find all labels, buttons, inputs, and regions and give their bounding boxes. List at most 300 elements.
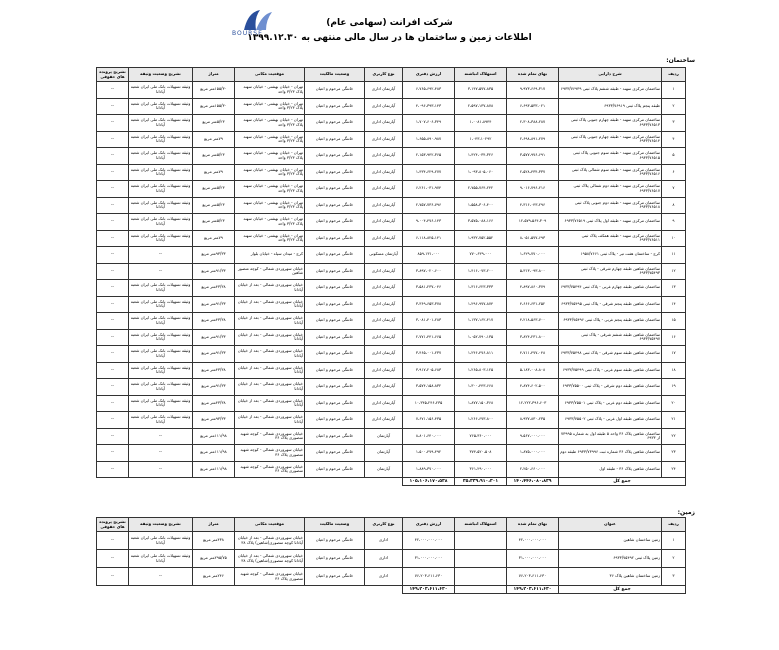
asset-description: طبقه پنجم پلاک ثبتی ۶۹۳۳/۷۶۹۱۹	[559, 98, 662, 115]
land-header-row	[97, 518, 686, 532]
report-subtitle: اطلاعات زمین و ساختمان ها در سال مالی منتهی به ۱۳۹۹.۱۲.۳۰	[247, 33, 532, 43]
asset-description: ساختمان مرکزی سهند - طبقه دوم شمالی پلاک ثبتی ۶۹۳۳/۷۶۵۱۷	[559, 181, 662, 198]
table-row	[97, 313, 686, 330]
col-header: تشریح پرونده های حقوقی	[97, 518, 129, 532]
location: تهران - خیابان بهشتی - خیابان سهند پلاک ۳/۲۳ واحد	[235, 115, 305, 132]
asset-description: ساختمان مرکزی سهند - طبقه ششم پلاک ثبتی ۶۹۳۳/۷۶۹۳۹	[559, 82, 662, 99]
book-value: ۱،۸۸۹،۳۷۰،۰۰۰	[403, 461, 455, 478]
total-label: جمع کل	[559, 586, 686, 594]
book-value: ۲،۷۷۱،۴۴۱،۶۶۵	[403, 329, 455, 346]
collateral-status: وثیقه تسهیلات بانک ملی ایران شعبه آپادانا	[129, 164, 193, 181]
location: کرج - میدان سپاه - خیابان بلوار	[235, 247, 305, 264]
asset-description: ساختمان شاهین طبقه ششم شرقی - پلاک ثبتی ۶۹۳۳/۷۵۴۹۷	[559, 329, 662, 346]
col-header: عنوان	[559, 518, 662, 532]
col-header: وضعیت مالکیت	[305, 68, 365, 82]
cost-value: ۸،۹۳۷،۸۳۰،۲۳۵	[507, 412, 559, 429]
location: خیابان سهروردی شمالی - بعد از خیابان آپادانا	[235, 280, 305, 297]
area: ۵/۲۳متر مربع	[193, 115, 235, 132]
collateral-status: وثیقه تسهیلات بانک ملی ایران شعبه آپادانا	[129, 131, 193, 148]
usage-type: آپارتمان اداری	[365, 296, 403, 313]
usage-type: آپارتمان اداری	[365, 197, 403, 214]
area: ۹۱/۳۳متر مربع	[193, 296, 235, 313]
table-row	[97, 550, 686, 568]
ownership-status: خانتگی مرحوم و اعیان	[305, 412, 365, 429]
area: ۱۱۱/۹۸متر مربع	[193, 461, 235, 478]
row-number: ۴	[662, 131, 686, 148]
location: خیابان سهروردی شمالی - بعد از خیابان آپادانا	[235, 362, 305, 379]
row-number: ۲۳	[662, 445, 686, 462]
usage-type: آپارتمان اداری	[365, 379, 403, 396]
table-row	[97, 197, 686, 214]
row-number: ۱	[662, 82, 686, 99]
location: خیابان سهروردی شمالی - بعد از خیابان آپادانا کوچه منصوری(شاهین) پلاک ۳۸	[235, 532, 305, 550]
depreciation-value: ۳،۱۴۷،۵۷۷،۸۳۵	[455, 82, 507, 99]
cost-value: ۴،۸۹۷،۸۶۰،۳۷۹	[507, 280, 559, 297]
collateral-status: وثیقه تسهیلات بانک ملی ایران شعبه آپادانا	[129, 532, 193, 550]
buildings-header-row	[97, 68, 686, 82]
table-row	[97, 362, 686, 379]
usage-type: آپارتمان اداری	[365, 148, 403, 165]
row-number: ۱۹	[662, 379, 686, 396]
cost-value: ۳،۵۷۷،۹۷۶،۶۹۱	[507, 148, 559, 165]
usage-type: آپارتمان اداری	[365, 412, 403, 429]
row-number: ۵	[662, 148, 686, 165]
table-row	[97, 532, 686, 550]
legal-cases: --	[97, 296, 129, 313]
row-number: ۱۴	[662, 296, 686, 313]
book-value: ۳،۸۹۷،۰۲۰،۶۰۰	[403, 263, 455, 280]
usage-type: آپارتمان اداری	[365, 313, 403, 330]
book-value: ۷،۶۷۱،۱۵۶،۴۳۵	[403, 412, 455, 429]
legal-cases: --	[97, 568, 129, 586]
asset-description: ساختمان شاهین پلاک ۳۶ - طبقه اول	[559, 461, 662, 478]
total-depreciation: ۳۵،۳۳۹،۹۱۰،۳۰۱	[455, 478, 507, 486]
cost-value: ۴،۳۱۶،۰۴۳،۲۹۶	[507, 197, 559, 214]
legal-cases: --	[97, 98, 129, 115]
location: خیابان سهروردی شمالی - بعد از خیابان آپادانا	[235, 296, 305, 313]
book-value: ۳،۹۱۷،۲۰۵،۶۸۳	[403, 362, 455, 379]
cost-value: ۹،۰۱۶،۷۹۶،۲۱۶	[507, 181, 559, 198]
area: ۴۳۸متر مربع	[193, 532, 235, 550]
location: خیابان سهروردی شمالی - کوچه شهید منصوری پلاک ۳۶	[235, 445, 305, 462]
table-row	[97, 280, 686, 297]
collateral-status: وثیقه تسهیلات بانک ملی ایران شعبه آپادانا	[129, 98, 193, 115]
table-row	[97, 82, 686, 99]
total-empty	[97, 478, 403, 486]
usage-type: آپارتمان اداری	[365, 214, 403, 231]
total-row	[97, 586, 686, 594]
book-value: ۳،۵۸۱،۲۳۷،۰۴۶	[403, 280, 455, 297]
col-header: بهای تمام شده	[507, 68, 559, 82]
table-row	[97, 379, 686, 396]
ownership-status: خانتگی مرحوم و اعیان	[305, 395, 365, 412]
usage-type: آپارتمان اداری	[365, 131, 403, 148]
cost-value: ۴،۸۷۴،۶۰۲،۵۰۰	[507, 379, 559, 396]
legal-cases: --	[97, 214, 129, 231]
area: ۹۱/۳۳متر مربع	[193, 379, 235, 396]
legal-cases: --	[97, 428, 129, 445]
usage-type: آپارتمان مسکونی	[365, 247, 403, 264]
legal-cases: --	[97, 395, 129, 412]
legal-cases: --	[97, 445, 129, 462]
location: خیابان سهروردی شمالی - بعد از خیابان آپادانا	[235, 395, 305, 412]
book-value: ۳،۵۷۴،۱۵۸،۸۳۲	[403, 379, 455, 396]
asset-description: زمین پلاک ثبتی ۶۹۳۳/۷۵۴۹۲	[559, 550, 662, 568]
cost-value: ۷۶،۲۰۳،۶۱۱،۶۳۰	[507, 568, 559, 586]
usage-type: آپارتمان	[365, 428, 403, 445]
location: تهران - خیابان بهشتی - خیابان سهند پلاک ۳/۲۳ واحد	[235, 82, 305, 99]
asset-description: ساختمان شاهین طبقه چهارم غربی - پلاک ثبتی ۶۹۳۳/۷۵۴۹۴	[559, 280, 662, 297]
depreciation-value: ۱،۲۶۵،۸۰۳،۱۲۵	[455, 362, 507, 379]
cost-value: ۱،۶۲۹،۷۷۰،۰۰۰	[507, 247, 559, 264]
cost-value: ۹،۹۷۳،۶۶۹،۳۱۷	[507, 82, 559, 99]
ownership-status: خانتگی مرحوم و اعیان	[305, 445, 365, 462]
area: ۷۹متر مربع	[193, 164, 235, 181]
row-number: ۲۰	[662, 395, 686, 412]
col-header: تشریح وضعیت وثیقه	[129, 518, 193, 532]
legal-cases: --	[97, 346, 129, 363]
location: خیابان سهروردی شمالی - بعد از خیابان آپادانا کوچه منصوری(شاهین) پلاک ۳۸	[235, 550, 305, 568]
ownership-status: خانتگی مرحوم و اعیان	[305, 148, 365, 165]
ownership-status: خانتگی مرحوم و اعیان	[305, 313, 365, 330]
row-number: ۲	[662, 550, 686, 568]
table-row	[97, 263, 686, 280]
usage-type: آپارتمان اداری	[365, 164, 403, 181]
cost-value: ۲،۲۵۰،۶۶۰،۰۰۰	[507, 461, 559, 478]
table-row	[97, 412, 686, 429]
table-row	[97, 98, 686, 115]
collateral-status: --	[129, 445, 193, 462]
usage-type: آپارتمان اداری	[365, 115, 403, 132]
book-value: ۴،۰۹۶،۳۹۳،۱۴۳	[403, 98, 455, 115]
area: ۹۱/۳۳متر مربع	[193, 346, 235, 363]
legal-cases: --	[97, 247, 129, 264]
book-value: ۴۲،۰۰۰،۰۰۰،۰۰۰	[403, 532, 455, 550]
col-header: بهای تمام شده	[507, 518, 559, 532]
usage-type: آپارتمان	[365, 461, 403, 478]
asset-description: ساختمان شاهین پلاک ۳۶ واحد ۵ طبقه اول به شماره ۷۳۹۹۵ از ۶۹۳۳	[559, 428, 662, 445]
collateral-status: وثیقه تسهیلات بانک ملی ایران شعبه آپادانا	[129, 115, 193, 132]
collateral-status: وثیقه تسهیلات بانک ملی ایران شعبه آپادانا	[129, 412, 193, 429]
row-number: ۳	[662, 115, 686, 132]
depreciation-value: ۱،۲۹۶،۹۷۷،۸۷۴	[455, 296, 507, 313]
table-row	[97, 329, 686, 346]
asset-description: ساختمان شاهین طبقه سوم شرقی - پلاک ثبتی ۶۹۳۳/۷۵۴۹۸	[559, 346, 662, 363]
usage-type: آپارتمان	[365, 445, 403, 462]
book-value: ۶،۲۶۱،۰۳۱،۹۷۴	[403, 181, 455, 198]
location: خیابان سهروردی شمالی - کوچه شهید منصوری پلاک ۳۶	[235, 461, 305, 478]
row-number: ۱۵	[662, 313, 686, 330]
book-value: ۱،۶۵۵،۸۹۰،۹۸۷	[403, 131, 455, 148]
area: ۴۳/۳۸متر مربع	[193, 280, 235, 297]
row-number: ۱۲	[662, 263, 686, 280]
collateral-status: وثیقه تسهیلات بانک ملی ایران شعبه آپادانا	[129, 214, 193, 231]
cost-value: ۱۲،۵۷۹،۵۶۴،۳۰۹	[507, 214, 559, 231]
cost-value: ۲،۶۹۸،۸۹۱،۲۷۹	[507, 131, 559, 148]
asset-description: کرج - ساختمان هفت تیر - پلاک ثبتی ۱۹۵۸/۷۶۶۱	[559, 247, 662, 264]
legal-cases: --	[97, 197, 129, 214]
location: خیابان سهروردی شمالی - بعد از خیابان آپادانا	[235, 412, 305, 429]
row-number: ۶	[662, 164, 686, 181]
usage-type: آپارتمان اداری	[365, 263, 403, 280]
legal-cases: --	[97, 148, 129, 165]
usage-type: آپارتمان اداری	[365, 346, 403, 363]
location: تهران - خیابان بهشتی - خیابان سهند پلاک ۳/۲۳ واحد	[235, 197, 305, 214]
col-header: موقعیت مکانی	[235, 518, 305, 532]
asset-description: ساختمان مرکزی سهند - طبقه دوم جنوبی پلاک ثبتی ۶۹۳۳/۷۶۵۱۸	[559, 197, 662, 214]
book-value: ۶،۷۶۵،۶۹۲،۴۸۳	[403, 82, 455, 99]
collateral-status: وثیقه تسهیلات بانک ملی ایران شعبه آپادانا	[129, 148, 193, 165]
area: ۱۱۱/۹۸متر مربع	[193, 428, 235, 445]
book-value: ۱،۴۳۴،۶۲۹،۲۷۷	[403, 164, 455, 181]
location: تهران - خیابان بهشتی - خیابان سهند پلاک ۳/۲۳ واحد	[235, 181, 305, 198]
ownership-status: خانتگی مرحوم و اعیان	[305, 346, 365, 363]
total-book-value: ۱۰۵،۱۰۶،۱۷۰،۵۳۸	[403, 478, 455, 486]
col-header: ارزش دفتری	[403, 518, 455, 532]
ownership-status: خانتگی مرحوم و اعیان	[305, 568, 365, 586]
asset-description: ساختمان شاهین پلاک ۳۶ شماره ثبت ۶۹۳۳/۷۳۹۹۶ طبقه دوم	[559, 445, 662, 462]
col-header: نوع کاربری	[365, 68, 403, 82]
location: تهران - خیابان بهشتی - خیابان سهند پلاک ۳/۲۳ واحد	[235, 148, 305, 165]
table-row	[97, 296, 686, 313]
row-number: ۲۴	[662, 461, 686, 478]
usage-type: آپارتمان اداری	[365, 280, 403, 297]
table-row	[97, 247, 686, 264]
area: ۵/۲۳متر مربع	[193, 148, 235, 165]
row-number: ۲۲	[662, 428, 686, 445]
row-number: ۸	[662, 197, 686, 214]
col-header: متراژ	[193, 68, 235, 82]
ownership-status: خانتگی مرحوم و اعیان	[305, 131, 365, 148]
collateral-status: --	[129, 263, 193, 280]
depreciation-value	[455, 550, 507, 568]
depreciation-value: ۱،۴۲۴،۰۳۴،۳۲۶	[455, 148, 507, 165]
location: تهران - خیابان بهشتی - خیابان سهند پلاک ۳/۲۳ واحد	[235, 230, 305, 247]
table-row	[97, 115, 686, 132]
collateral-status: وثیقه تسهیلات بانک ملی ایران شعبه آپادانا	[129, 280, 193, 297]
col-header: ردیف	[662, 518, 686, 532]
asset-description: ساختمان شاهین طبقه دوم شرقی - پلاک ثبتی ۶۹۳۳/۷۵۵۰۰	[559, 379, 662, 396]
ownership-status: خانتگی مرحوم و اعیان	[305, 247, 365, 264]
area: ۲۹۵/۷۵متر مربع	[193, 550, 235, 568]
legal-cases: --	[97, 131, 129, 148]
table-row	[97, 214, 686, 231]
ownership-status: خانتگی مرحوم و اعیان	[305, 379, 365, 396]
location: تهران - خیابان بهشتی - خیابان سهند پلاک ۳/۲۳ واحد	[235, 164, 305, 181]
asset-description: ساختمان شاهین طبقه سوم غربی - پلاک ثبتی ۶۹۳۳/۷۵۴۹۹	[559, 362, 662, 379]
book-value: ۱،۷۰۷،۶۰۶،۳۴۹	[403, 115, 455, 132]
legal-cases: --	[97, 313, 129, 330]
location: خیابان سهروردی شمالی - بعد از خیابان آپادانا	[235, 329, 305, 346]
cost-value: ۲،۵۲۸،۴۳۴،۳۳۷	[507, 164, 559, 181]
book-value: ۳،۳۶۹،۶۵۳،۳۷۸	[403, 296, 455, 313]
depreciation-value: ۱،۸۷۷،۱۵۰،۳۶۸	[455, 395, 507, 412]
area: ۱۵۵/۳۰متر مربع	[193, 82, 235, 99]
legal-cases: --	[97, 115, 129, 132]
area: ۹۳/۳۳متر مربع	[193, 247, 235, 264]
book-value: ۱۰،۳۴۵،۲۴۶،۲۳۵	[403, 395, 455, 412]
collateral-status: --	[129, 247, 193, 264]
col-header: استهلاک انباشته	[455, 518, 507, 532]
table-row	[97, 346, 686, 363]
cost-value: ۱۲،۲۲۲،۳۹۶،۶۰۳	[507, 395, 559, 412]
total-depreciation	[455, 586, 507, 594]
book-value: ۱،۵۰۰،۴۷۹،۴۹۲	[403, 445, 455, 462]
collateral-status: وثیقه تسهیلات بانک ملی ایران شعبه آپادانا	[129, 181, 193, 198]
area: ۲۴۶متر مربع	[193, 568, 235, 586]
collateral-status: وثیقه تسهیلات بانک ملی ایران شعبه آپادانا	[129, 379, 193, 396]
book-value: ۳،۰۸۱،۴۰۱،۲۸۳	[403, 313, 455, 330]
row-number: ۱۳	[662, 280, 686, 297]
row-number: ۲۱	[662, 412, 686, 429]
total-cost: ۱۴۰،۴۴۶،۰۸۰،۸۳۹	[507, 478, 559, 486]
area: ۴۳/۳۸متر مربع	[193, 362, 235, 379]
ownership-status: خانتگی مرحوم و اعیان	[305, 98, 365, 115]
ownership-status: خانتگی مرحوم و اعیان	[305, 532, 365, 550]
ownership-status: خانتگی مرحوم و اعیان	[305, 197, 365, 214]
legal-cases: --	[97, 280, 129, 297]
legal-cases: --	[97, 263, 129, 280]
asset-description: ساختمان شاهین طبقه اول غربی - پلاک ثبتی ۶۹۳۳/۷۵۵۰۲	[559, 412, 662, 429]
table-row	[97, 230, 686, 247]
total-book-value: ۱۴۹،۲۰۳،۶۱۱،۶۳۰	[403, 586, 455, 594]
area: ۵/۲۳متر مربع	[193, 181, 235, 198]
asset-description: ساختمان مرکزی سهند - طبقه همکف پلاک ثبتی ۶۹۳۳/۷۶۵۱۱	[559, 230, 662, 247]
area: ۹۳/۳۳متر مربع	[193, 412, 235, 429]
table-row	[97, 445, 686, 462]
cost-value: ۵،۳۱۳،۰۹۳،۸۰۰	[507, 263, 559, 280]
book-value: ۷۶،۲۰۳،۶۱۱،۶۳۰	[403, 568, 455, 586]
usage-type: اداری	[365, 568, 403, 586]
location: تهران - خیابان بهشتی - خیابان سهند پلاک ۳/۲۳ واحد	[235, 131, 305, 148]
cost-value: ۲،۳۰۸،۳۸۸،۲۸۷	[507, 115, 559, 132]
book-value: ۸،۸۰۱،۶۴۰،۰۰۰	[403, 428, 455, 445]
depreciation-value: ۳۷۴،۵۲۰،۵۰۸	[455, 445, 507, 462]
ownership-status: خانتگی مرحوم و اعیان	[305, 115, 365, 132]
collateral-status: --	[129, 461, 193, 478]
col-header: استهلاک انباشته	[455, 68, 507, 82]
row-number: ۱۸	[662, 362, 686, 379]
depreciation-value: ۱،۰۹۳،۸۰۵،۰۶۰	[455, 164, 507, 181]
depreciation-value: ۱،۱۳۷،۱۶۲،۴۱۷	[455, 313, 507, 330]
col-header: موقعیت مکانی	[235, 68, 305, 82]
usage-type: آپارتمان اداری	[365, 395, 403, 412]
asset-description: زمین ساختمان شاهین	[559, 532, 662, 550]
collateral-status: وثیقه تسهیلات بانک ملی ایران شعبه آپادانا	[129, 362, 193, 379]
legal-cases: --	[97, 379, 129, 396]
ownership-status: خانتگی مرحوم و اعیان	[305, 214, 365, 231]
legal-cases: --	[97, 164, 129, 181]
asset-description: ساختمان شاهین طبقه پنجم غربی - پلاک ثبتی ۶۹۳۳/۷۵۴۹۶	[559, 313, 662, 330]
asset-description: ساختمان شاهین طبقه چهارم شرقی - پلاک ثبتی ۶۹۳۳/۷۵۴۹۳	[559, 263, 662, 280]
location: تهران - خیابان بهشتی - خیابان سهند پلاک ۳/۲۳ واحد	[235, 214, 305, 231]
depreciation-value: ۱،۰۴۳،۱۰۲۹۲	[455, 131, 507, 148]
asset-description: ساختمان شاهین طبقه پنجم شرقی - پلاک ثبتی ۶۹۳۳/۷۵۴۹۵	[559, 296, 662, 313]
row-number: ۱۷	[662, 346, 686, 363]
col-header: شرح دارایی	[559, 68, 662, 82]
legal-cases: --	[97, 461, 129, 478]
area: ۴۳/۳۸متر مربع	[193, 395, 235, 412]
usage-type: آپارتمان اداری	[365, 82, 403, 99]
depreciation-value: ۲،۵۹۷،۱۳۷،۸۷۸	[455, 98, 507, 115]
usage-type: آپارتمان اداری	[365, 230, 403, 247]
book-value: ۶،۱۱۸،۸۲۵،۱۴۱	[403, 230, 455, 247]
legal-cases: --	[97, 412, 129, 429]
col-header: تشریح پرونده های حقوقی	[97, 68, 129, 82]
location: خیابان سهروردی شمالی - بعد از خیابان آپادانا	[235, 379, 305, 396]
depreciation-value: ۱،۰۵۲،۷۹۰،۱۳۵	[455, 329, 507, 346]
collateral-status: وثیقه تسهیلات بانک ملی ایران شعبه آپادانا	[129, 82, 193, 99]
asset-description: زمین ساختمان شاهین پلاک ۳۶	[559, 568, 662, 586]
logo-word: BOURSE	[232, 30, 263, 37]
cost-value: ۳،۸۲۴،۲۳۱،۸۰۰	[507, 329, 559, 346]
table-row	[97, 568, 686, 586]
depreciation-value	[455, 532, 507, 550]
usage-type: اداری	[365, 532, 403, 550]
total-label: جمع کل	[559, 478, 686, 486]
book-value: ۳۱،۰۰۰،۰۰۰،۰۰۰	[403, 550, 455, 568]
cost-value: ۹،۵۶۷،۰۰۰،۰۰۰	[507, 428, 559, 445]
cost-value: ۴،۷۱۱،۴۷۷،۰۴۸	[507, 346, 559, 363]
ownership-status: خانتگی مرحوم و اعیان	[305, 280, 365, 297]
ownership-status: خانتگی مرحوم و اعیان	[305, 164, 365, 181]
row-number: ۱۰	[662, 230, 686, 247]
col-header: تشریح وضعیت وثیقه	[129, 68, 193, 82]
table-row	[97, 395, 686, 412]
usage-type: آپارتمان اداری	[365, 181, 403, 198]
land-table	[96, 517, 686, 594]
book-value: ۲،۷۵۷،۷۳۶،۷۹۶	[403, 197, 455, 214]
location: خیابان سهروردی شمالی - بعد از خیابان آپادانا	[235, 313, 305, 330]
depreciation-value: ۱،۹۳۲،۷۵۲،۵۵۲	[455, 230, 507, 247]
table-row	[97, 164, 686, 181]
collateral-status: وثیقه تسهیلات بانک ملی ایران شعبه آپادانا	[129, 230, 193, 247]
row-number: ۲	[662, 98, 686, 115]
collateral-status: --	[129, 428, 193, 445]
cost-value: ۵،۱۸۳،۰۰۸،۸۰۸	[507, 362, 559, 379]
asset-description: ساختمان مرکزی سهند - طبقه اول پلاک ثبتی ۶۹۳۳/۷۶۵۱۹	[559, 214, 662, 231]
ownership-status: خانتگی مرحوم و اعیان	[305, 82, 365, 99]
collateral-status: وثیقه تسهیلات بانک ملی ایران شعبه آپادانا	[129, 550, 193, 568]
collateral-status: --	[129, 568, 193, 586]
row-number: ۷	[662, 181, 686, 198]
usage-type: آپارتمان اداری	[365, 362, 403, 379]
cost-value: ۱،۸۷۵،۰۰۰،۰۰۰	[507, 445, 559, 462]
legal-cases: --	[97, 362, 129, 379]
land-section-label: زمین:	[677, 509, 695, 516]
collateral-status: وثیقه تسهیلات بانک ملی ایران شعبه آپادانا	[129, 329, 193, 346]
depreciation-value: ۷۷۰،۶۳۹،۰۰۰	[455, 247, 507, 264]
collateral-status: وثیقه تسهیلات بانک ملی ایران شعبه آپادانا	[129, 346, 193, 363]
depreciation-value: ۱،۲۶۶،۶۷۳،۸۰۰	[455, 412, 507, 429]
row-number: ۱۱	[662, 247, 686, 264]
cost-value: ۳۱،۰۰۰،۰۰۰،۰۰۰	[507, 550, 559, 568]
depreciation-value: ۲،۷۵۵،۷۶۴،۲۴۲	[455, 181, 507, 198]
area: ۱۱۱/۹۸متر مربع	[193, 445, 235, 462]
collateral-status: وثیقه تسهیلات بانک ملی ایران شعبه آپادانا	[129, 313, 193, 330]
legal-cases: --	[97, 329, 129, 346]
depreciation-value: ۱،۵۵۸،۳۰۶،۴۰۰	[455, 197, 507, 214]
ownership-status: خانتگی مرحوم و اعیان	[305, 362, 365, 379]
depreciation-value: ۳۶۱،۲۹۰،۰۰۰	[455, 461, 507, 478]
area: ۵/۲۳متر مربع	[193, 197, 235, 214]
ownership-status: خانتگی مرحوم و اعیان	[305, 461, 365, 478]
book-value: ۲،۱۵۳،۹۴۲،۳۶۵	[403, 148, 455, 165]
cost-value: ۴،۲۱۸،۵۶۳،۷۰۰	[507, 313, 559, 330]
collateral-status: وثیقه تسهیلات بانک ملی ایران شعبه آپادانا	[129, 197, 193, 214]
table-row	[97, 461, 686, 478]
depreciation-value	[455, 568, 507, 586]
